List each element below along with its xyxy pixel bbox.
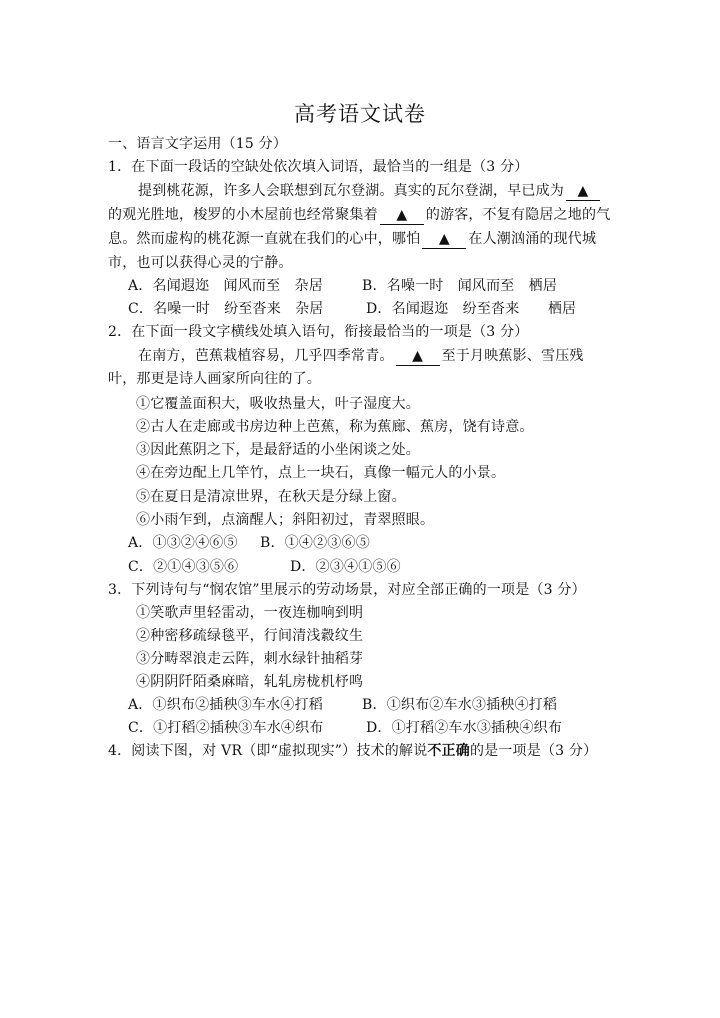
question-2-stem: 2．在下面一段文字横线处填入语句，衔接最恰当的一项是（3 分） (108, 324, 529, 340)
question-4-emphasis: 不正确 (427, 743, 470, 759)
passage-text: 的观光胜地，梭罗的小木屋前也经常聚集着 (108, 207, 378, 223)
question-2-passage-line-1 (138, 345, 584, 367)
question-4-stem (108, 740, 597, 762)
question-3-option-c: C．①打稻②插秧③车水④织布 (128, 720, 324, 736)
question-2-sentence-2: ②古人在走廊或书房边种上芭蕉，称为蕉廊、蕉房，饶有诗意。 (136, 419, 534, 435)
question-1-stem: 1．在下面一段话的空缺处依次填入词语，最恰当的一组是（3 分） (108, 159, 529, 175)
passage-text: 息。然而虚构的桃花源一直就在我们的心中，哪怕 (108, 231, 421, 247)
question-1-option-c: C．名噪一时 纷至沓来 杂居 (128, 301, 324, 317)
passage-text: 在南方，芭蕉栽植容易，几乎四季常青。 (138, 348, 394, 364)
question-2-passage-line-2: 叶，那更是诗人画家所向往的了。 (108, 371, 321, 387)
question-2-option-b: B．①④②③⑥⑤ (260, 535, 370, 551)
answer-blank: ▲ (380, 206, 424, 225)
question-3-option-d: D．①打稻②车水③插秧④织布 (366, 720, 563, 736)
question-2-sentence-5: ⑤在夏日是清凉世界，在秋天是分绿上窗。 (136, 489, 406, 505)
question-1-passage-line-1 (138, 180, 602, 202)
section-heading: 一、语言文字运用（15 分） (108, 136, 288, 152)
question-3-stem: 3．下列诗句与“悯农馆”里展示的劳动场景，对应全部正确的一项是（3 分） (108, 582, 586, 598)
passage-text: 至于月映蕉影、雪压残 (441, 348, 584, 364)
question-3-verse-3: ③分畴翠浪走云阵，刺水绿针抽稻芽 (136, 651, 364, 667)
answer-blank: ▲ (566, 182, 600, 201)
answer-blank: ▲ (396, 347, 440, 366)
question-1-passage-line-3 (108, 228, 596, 250)
question-3-option-b: B．①织布②车水③插秧④打稻 (362, 697, 558, 713)
question-2-option-a: A．①③②④⑥⑤ (128, 535, 238, 551)
question-2-option-d: D．②③④①⑤⑥ (290, 559, 401, 575)
answer-blank: ▲ (422, 230, 466, 249)
page-title: 高考语文试卷 (294, 102, 426, 126)
passage-text: 提到桃花源，许多人会联想到瓦尔登湖。真实的瓦尔登湖，早已成为 (138, 183, 564, 199)
passage-text: 的游客，不复有隐居之地的气 (425, 207, 611, 223)
question-2-sentence-4: ④在旁边配上几竿竹，点上一块石，真像一幅元人的小景。 (136, 465, 506, 481)
question-2-sentence-3: ③因此蕉阴之下，是最舒适的小坐闲谈之处。 (136, 442, 420, 458)
passage-text: 在人潮汹涌的现代城 (468, 231, 597, 247)
question-1-option-a: A．名闻遐迩 闻风而至 杂居 (128, 278, 323, 294)
question-3-verse-4: ④阴阴阡陌桑麻暗，轧轧房栊机杼鸣 (136, 674, 364, 690)
question-4-stem-text: 的是一项是（3 分） (469, 743, 598, 759)
question-1-option-d: D．名闻遐迩 纷至沓来 栖居 (366, 301, 577, 317)
question-1-option-b: B．名噪一时 闻风而至 栖居 (362, 278, 558, 294)
question-1-passage-line-2 (108, 204, 610, 226)
question-3-verse-1: ①笑歌声里轻雷动，一夜连枷响到明 (136, 605, 364, 621)
question-2-option-c: C．②①④③⑤⑥ (128, 559, 239, 575)
question-3-option-a: A．①织布②插秧③车水④打稻 (128, 697, 323, 713)
question-3-verse-2: ②种密移疏绿毯平，行间清浅縠纹生 (136, 628, 364, 644)
question-2-sentence-6: ⑥小雨乍到，点滴醒人；斜阳初过，青翠照眼。 (136, 512, 435, 528)
question-4-stem-text: 4．阅读下图，对 VR（即“虚拟现实”）技术的解说 (108, 743, 428, 759)
question-1-passage-line-4: 市，也可以获得心灵的宁静。 (108, 255, 293, 271)
question-2-sentence-1: ①它覆盖面积大，吸收热量大，叶子湿度大。 (136, 396, 420, 412)
